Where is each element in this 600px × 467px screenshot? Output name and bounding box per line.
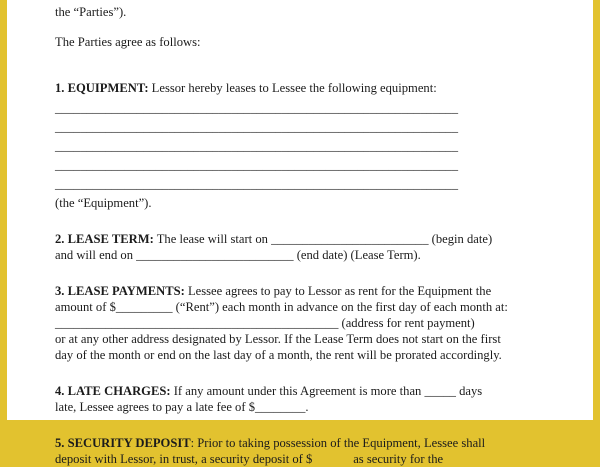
section-heading-late-charges: 4. LATE CHARGES: [55,384,171,398]
lease-payments-line: day of the month or end on the last day of a month, the rent will be prorated accordingly. [55,348,502,362]
equipment-blank-line: ________________________________________________________________ [55,139,458,153]
late-charges-line: late, Lessee agrees to pay a late fee of $________. [55,400,309,414]
section-late-charges [55,383,555,415]
section-lease-payments [55,283,555,363]
lease-payments-line: amount of $_________ (“Rent”) each month in advance on the first day of each month at: [55,300,508,314]
section-equipment [55,80,555,211]
lease-payments-line: or at any other address designated by Lessor. If the Lease Term does not start on the first [55,332,501,346]
intro-tail: the “Parties”). [55,5,127,19]
section-heading-lease-term: 2. LEASE TERM: [55,232,154,246]
equipment-blank-line: ________________________________________________________________ [55,158,458,172]
section-lease-term [55,231,555,263]
lease-term-line: and will end on _________________________ (end date) (Lease Term). [55,248,421,262]
section-heading-equipment: 1. EQUIPMENT: [55,81,149,95]
equipment-text: Lessor hereby leases to Lessee the following equipment: [148,81,437,95]
document-page [7,0,593,466]
late-charges-line: If any amount under this Agreement is more than _____ days [170,384,483,398]
equipment-closing: (the “Equipment”). [55,196,152,210]
document-body [55,4,555,467]
agree-text: The Parties agree as follows: [55,35,201,49]
security-deposit-line: deposit with Lessor, in trust, a security deposit of $ as security for the [55,452,444,466]
lease-payments-line: Lessee agrees to pay to Lessor as rent for the Equipment the [184,284,492,298]
lease-payments-line: _____________________________________________ (address for rent payment) [55,316,475,330]
equipment-blank-line: ________________________________________________________________ [55,120,458,134]
lease-term-line: The lease will start on _________________________ (begin date) [153,232,493,246]
equipment-blank-line: ________________________________________________________________ [55,101,458,115]
section-heading-lease-payments: 3. LEASE PAYMENTS: [55,284,185,298]
section-security-deposit [55,435,555,467]
section-heading-security-deposit: 5. SECURITY DEPOSIT [55,436,191,450]
equipment-blank-line: ________________________________________________________________ [55,177,458,191]
security-deposit-line: : Prior to taking possession of the Equipment, Lessee shall [190,436,486,450]
